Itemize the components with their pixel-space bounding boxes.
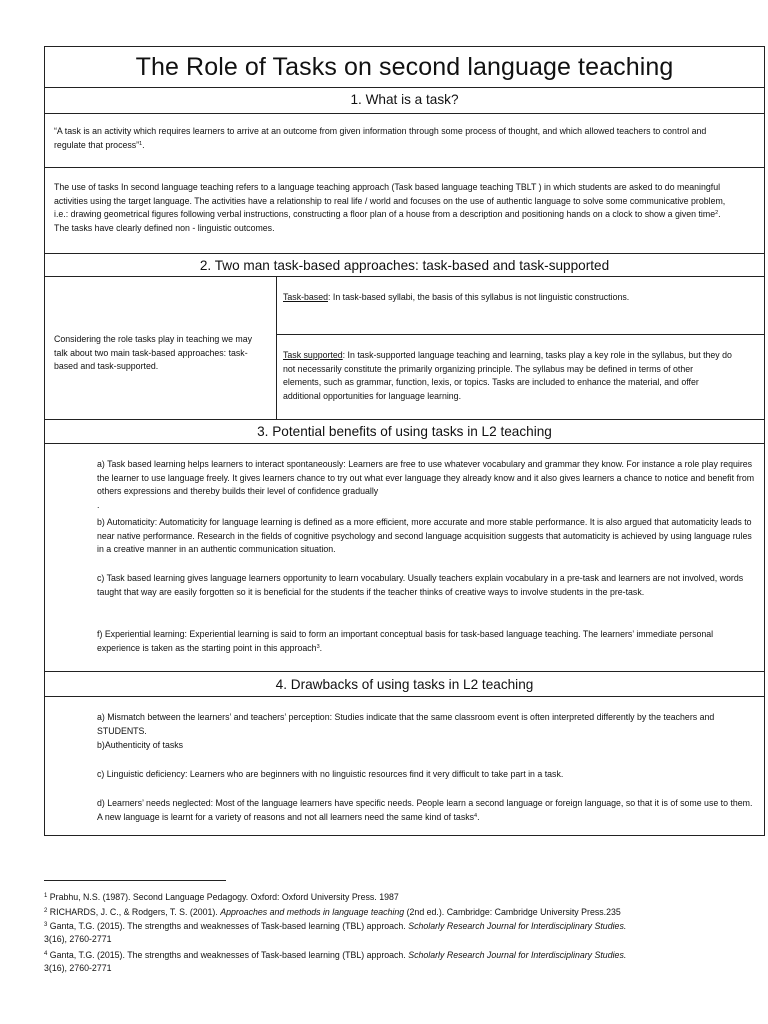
footnote-ref: 2 [715,210,719,217]
drawback-a: a) Mismatch between the learners’ and teachers’ perception: Studies indicate that the same classroom event is often interpreted differently by the teachers and STUDENTS. [97,712,715,736]
column-divider [276,276,277,419]
footnote-3: $^3$ Ganta, T.G. (2015). The strengths and weaknesses of Task-based learning (TBL) approach. Scholarly Research Journal for Interdisciplinary Studies. 3(16), 2760-2771 [44,921,627,944]
task-based-definition: Task-based: In task-based syllabi, the basis of this syllabus is not linguistic constructions. [283,292,630,302]
footnote-4: $^4$ Ganta, T.G. (2015). The strengths and weaknesses of Task-based learning (TBL) approach. Scholarly Research Journal for Interdisciplinary Studies. 3(16), 2760-2771 [44,950,627,973]
footnote-2: $^2$ RICHARDS, J. C., & Rodgers, T. S. (2001). Approaches and methods in language teaching (2nd ed.). Cambridge: Cambridge University Press.235 [44,907,621,917]
benefit-c: c) Task based learning gives language learners opportunity to learn vocabulary. Usually teachers explain vocabulary in a pre-task and learners are not involved, words taught that way are easily forgotten so it is beneficial for the students if the teacher thinks of creative ways to involve students in the pre-task. [97,573,744,597]
section-2-heading: 2. Two man task-based approaches: task-based and task-supported [199,258,610,273]
footnote-ref: 3 [316,643,320,650]
divider [45,443,764,444]
divider [45,696,764,697]
page-title: The Role of Tasks on second language teaching [135,53,674,81]
divider [45,113,764,114]
section-1-heading: 1. What is a task? [350,92,459,107]
task-definition-quote: “A task is an activity which requires learners to arrive at an outcome from given information through some process of thought, and which allowed teachers to control and regulate that process”$^1$. [54,126,707,150]
divider [45,419,764,420]
divider [45,276,764,277]
drawback-d: d) Learners’ needs neglected: Most of the language learners have specific needs. People learn a second language or foreign language, so that it is of some use to them. A new language is learnt for a variety of reasons and not all learners need the same kind of tasks$^4$. [97,798,753,822]
drawback-c: c) Linguistic deficiency: Learners who are beginners with no linguistic resources find it very difficult to take part in a task. [97,769,564,779]
divider [45,253,764,254]
divider [45,671,764,672]
content-table [44,46,765,836]
section-4-heading: 4. Drawbacks of using tasks in L2 teaching [275,677,534,692]
benefit-b: b) Automaticity: Automaticity for language learning is defined as a more efficient, more accurate and more stable performance. It is also argued that automaticity leads to near native performance. Research in the fields of cognitive psychology and second language acquisition suggests that automaticity is achieved by using language rules in a creative manner in an authentic communication situation. [97,517,752,555]
tblt-paragraph: The use of tasks In second language teaching refers to a language teaching approach (Task based language teaching TBLT ) in which students are asked to do meaningful activities using the target language. The activities have a relationship to real life / world and focuses on the use of authentic language to solve some communicative problem, i.e.: drawing geometrical figures following verbal instructions, constructing a floor plan of a house from a description and positioning hands on a clock to show a given time$^2$. The tasks have clearly defined non - linguistic outcomes. [54,182,726,233]
footnote-1: $^1$ Prabhu, N.S. (1987). Second Language Pedagogy. Oxford: Oxford University Press. 1987 [44,892,399,902]
divider [45,87,764,88]
benefit-f: f) Experiential learning: Experiential learning is said to form an important conceptual basis for task-based language teaching. The learners’ immediate personal experience is taken as the starting point in this approach$^3$. [97,629,714,653]
section-3-heading: 3. Potential benefits of using tasks in L2 teaching [257,424,552,439]
approaches-intro: Considering the role tasks play in teaching we may talk about two main task-based approaches: task-based and task-supported. [54,334,253,372]
drawback-b: b)Authenticity of tasks [97,740,184,750]
divider [45,167,764,168]
divider [276,334,764,335]
task-supported-definition: Task supported: In task-supported language teaching and learning, tasks play a key role in the syllabus, but they do not necessarily constitute the primarily organizing principle. The syllabus may be defined in terms of other elements, such as grammar, function, lexis, or topics. Tasks are included to enhance the material, and offer additional opportunities for language learning. [283,350,732,401]
footnote-ref: 4 [474,812,478,819]
footnote-separator [44,880,226,881]
benefit-a: a) Task based learning helps learners to interact spontaneously: Learners are free to use whatever vocabulary and grammar they know. For instance a role play requires the learner to use language freely. It gives learners chance to try out what ever language they already know and it also gives learners a chance to notice and benefit from others expressions and thereby builds their level of confidence gradually . [97,459,755,510]
footnote-ref: 1 [139,140,143,147]
